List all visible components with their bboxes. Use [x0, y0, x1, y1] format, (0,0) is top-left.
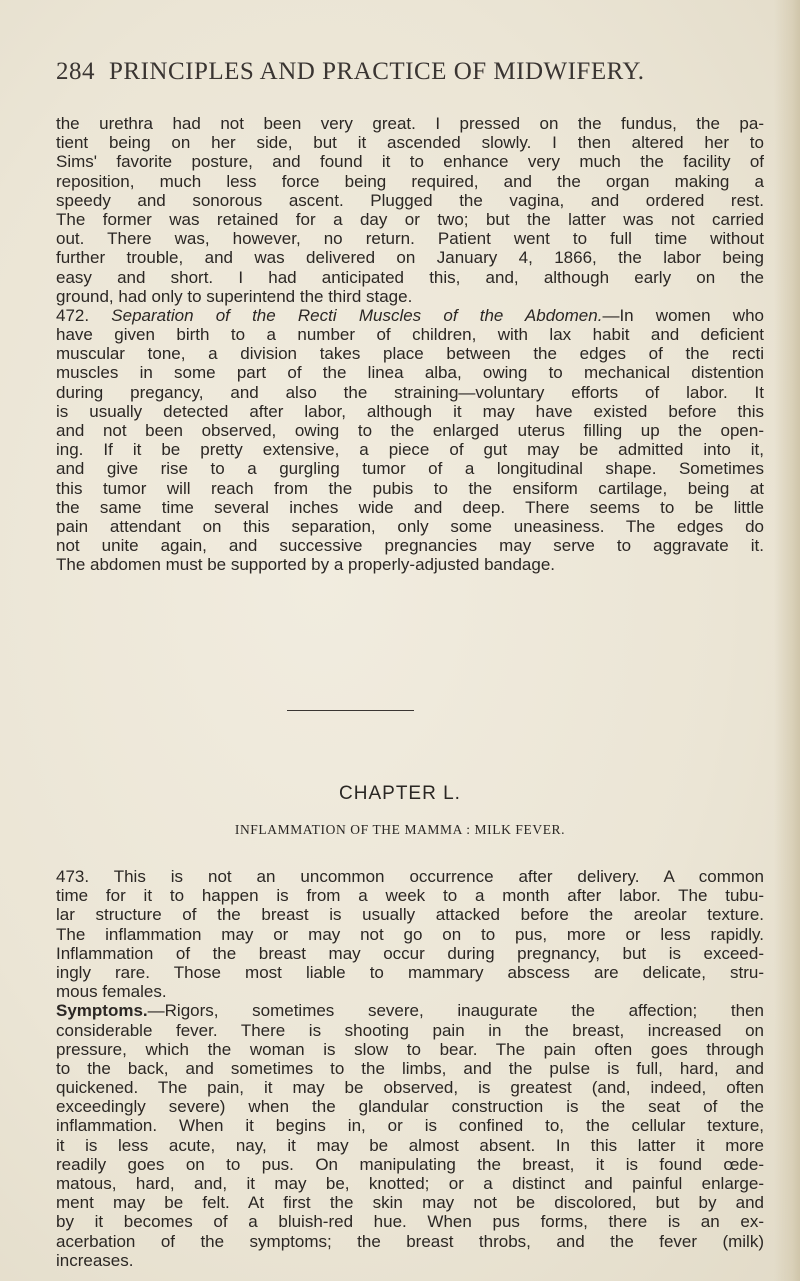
text-line: lar structure of the breast is usually attacked before the areolar texture.: [56, 905, 764, 925]
text-line: Inflammation of the breast may occur during pregnancy, but is exceed-: [56, 943, 764, 963]
section-number: 472.: [56, 305, 90, 325]
text-line: acerbation of the symptoms; the breast throbs, and the fever (milk): [56, 1231, 764, 1251]
text-line: matous, hard, and, it may be, knotted; or a distinct and painful enlarge-: [56, 1174, 764, 1193]
text-line: quickened. The pain, it may be observed, is greatest (and, indeed, often: [56, 1078, 764, 1098]
text-line: Sims' favorite posture, and found it to enhance very much the facility of: [56, 152, 764, 172]
text-line: and give rise to a gurgling tumor of a longitudinal shape. Sometimes: [56, 459, 764, 479]
section-title: Separation of the Recti Muscles of the Abdomen.: [111, 305, 603, 325]
text-run: —In women who: [602, 305, 764, 325]
text-line: pressure, which the woman is slow to bear. The pain often goes through: [56, 1039, 764, 1059]
text-line: not unite again, and successive pregnancies may serve to aggravate it.: [56, 536, 764, 556]
running-title: PRINCIPLES AND PRACTICE OF MIDWIFERY.: [109, 58, 645, 85]
text-line: The former was retained for a day or two; but the latter was not carried: [56, 209, 764, 229]
text-line: is usually detected after labor, although it may have existed before this: [56, 401, 764, 421]
chapter-heading: CHAPTER L.: [339, 783, 461, 804]
text-line: inflammation. When it begins in, or is confined to, the cellular texture,: [56, 1116, 764, 1136]
text-line: time for it to happen is from a week to a month after labor. The tubu-: [56, 886, 764, 906]
text-block-lower: [56, 867, 764, 1270]
text-line: during pregancy, and also the straining—voluntary efforts of labor. It: [56, 382, 764, 402]
text-line: ground, had only to superintend the third stage.: [56, 286, 413, 306]
text-line: ingly rare. Those most liable to mammary abscess are delicate, stru-: [56, 962, 764, 982]
chapter-subheading: INFLAMMATION OF THE MAMMA : MILK FEVER.: [234, 822, 566, 837]
text-line: tient being on her side, but it ascended slowly. I then altered her to: [56, 133, 764, 153]
text-line: this tumor will reach from the pubis to the ensiform cartilage, being at: [56, 478, 764, 498]
text-line: further trouble, and was delivered on January 4, 1866, the labor being: [56, 248, 764, 268]
text-line: have given birth to a number of children, with lax habit and deficient: [56, 325, 764, 345]
text-line: readily goes on to pus. On manipulating the breast, it is found œde-: [56, 1154, 764, 1174]
text-line: the urethra had not been very great. I pressed on the fundus, the pa-: [56, 114, 764, 133]
text-line: the same time several inches wide and deep. There seems to be little: [56, 497, 764, 517]
text-line: out. There was, however, no return. Patient went to full time without: [56, 229, 764, 249]
text-line: reposition, much less force being required, and the organ making a: [56, 171, 764, 191]
text-line: easy and short. I had anticipated this, and, although early on the: [56, 267, 764, 287]
symptoms-heading-line: [56, 1001, 764, 1020]
text-line: increases.: [56, 1250, 134, 1270]
text-line: to the back, and sometimes to the limbs, and the pulse is full, hard, and: [56, 1058, 764, 1078]
text-line: The abdomen must be supported by a properly-adjusted bandage.: [56, 555, 555, 575]
text-line: exceedingly severe) when the glandular construction is the seat of the: [56, 1097, 764, 1117]
text-line: ment may be felt. At first the skin may not be discolored, but by and: [56, 1193, 764, 1213]
text-line: The inflammation may or may not go on to pus, more or less rapidly.: [56, 924, 764, 944]
text-line: pain attendant on this separation, only some uneasiness. The edges do: [56, 516, 764, 536]
page-edge-shadow: [774, 0, 800, 1281]
text-line: 473. This is not an uncommon occurrence after delivery. A common: [56, 867, 764, 886]
text-line: muscular tone, a division takes place between the edges of the recti: [56, 344, 764, 364]
text-line: by it becomes of a bluish-red hue. When pus forms, there is an ex-: [56, 1212, 764, 1232]
text-line: muscles in some part of the linea alba, owing to mechanical distention: [56, 363, 764, 383]
text-line: mous females.: [56, 982, 167, 1002]
text-line: considerable fever. There is shooting pain in the breast, increased on: [56, 1020, 764, 1040]
text-line: it is less acute, nay, it may be almost absent. In this latter it more: [56, 1135, 764, 1155]
text-line: speedy and sonorous ascent. Plugged the vagina, and ordered rest.: [56, 190, 764, 210]
text-line: and not been observed, owing to the enlarged uterus filling up the open-: [56, 421, 764, 440]
symptoms-label: Symptoms.: [56, 1001, 148, 1021]
text-line: ing. If it be pretty extensive, a piece of gut may be admitted into it,: [56, 440, 764, 460]
page-number: 284: [56, 58, 95, 85]
text-run: —Rigors, sometimes severe, inaugurate the affection; then: [147, 1001, 764, 1021]
